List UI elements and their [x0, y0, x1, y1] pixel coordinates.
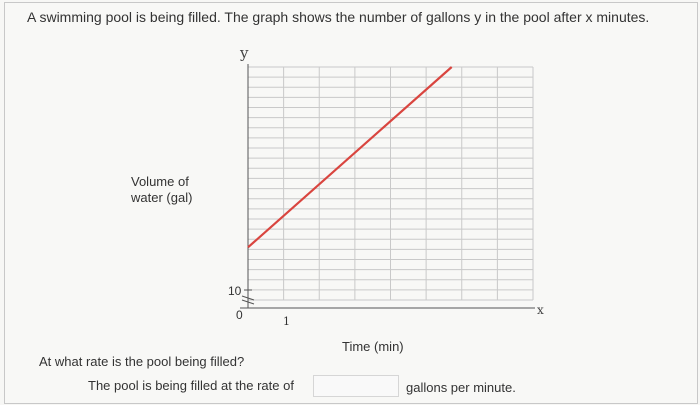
- chart-grid: [248, 67, 533, 300]
- chart-axes: [240, 64, 535, 308]
- x-axis-letter: x: [537, 303, 544, 317]
- answer-suffix: gallons per minute.: [406, 380, 516, 395]
- chart-labels: [228, 44, 544, 328]
- x-axis-label: Time (min): [342, 339, 404, 354]
- y-axis-label-line1: Volume of: [131, 174, 189, 189]
- y-axis-label-line2: water (gal): [131, 190, 193, 205]
- y-tick-label-0: 0: [236, 308, 243, 322]
- question-text: A swimming pool is being filled. The graph shows the number of gallons y in the pool after x minutes.: [27, 9, 650, 25]
- chart-series: [248, 67, 452, 247]
- x-tick-label-1: 1: [283, 315, 290, 328]
- series-line: [248, 67, 452, 247]
- answer-prefix: The pool is being filled at the rate of: [88, 378, 294, 393]
- y-axis-label: [131, 174, 192, 206]
- prompt-text: At what rate is the pool being filled?: [39, 354, 245, 369]
- rate-answer-input[interactable]: [313, 375, 399, 397]
- y-axis-letter: y: [240, 44, 249, 62]
- y-tick-label-10: 10: [228, 284, 242, 298]
